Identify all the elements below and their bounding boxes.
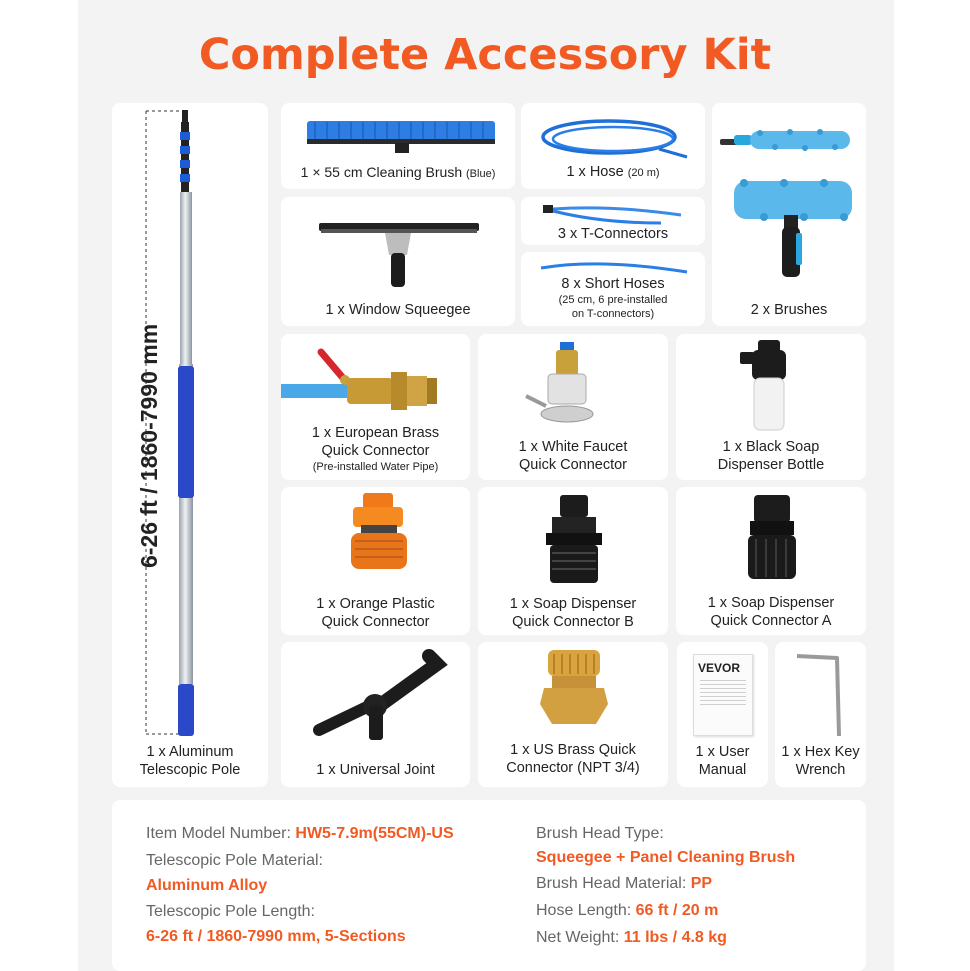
orange-connector-caption: [281, 595, 470, 631]
spec-weight-value: 11 lbs / 4.8 kg: [623, 929, 727, 946]
pole-caption: [112, 743, 268, 779]
card-us-brass: [478, 642, 668, 787]
orange-connector-image: [339, 491, 419, 591]
hose-image: [539, 113, 689, 163]
hose-note: (20 m): [627, 167, 660, 179]
white-faucet-line2: Quick Connector: [519, 457, 627, 473]
spec-pole-material-label: Telescopic Pole Material:: [146, 852, 323, 869]
short-hoses-image: [539, 256, 689, 276]
spec-weight: [536, 929, 727, 947]
soap-bottle-caption: [676, 438, 866, 474]
telescopic-pole-image: [160, 108, 220, 748]
card-user-manual: [677, 642, 768, 787]
squeegee-caption: 1 x Window Squeegee: [325, 302, 471, 318]
user-manual-line1: 1 x User: [695, 744, 750, 760]
short-hoses-label: 8 x Short Hoses: [561, 276, 665, 292]
hex-key-line1: 1 x Hex Key: [781, 744, 860, 760]
spec-pole-length-value: 6-26 ft / 1860-7990 mm, 5-Sections: [146, 928, 406, 945]
hose-label: 1 x Hose: [566, 164, 624, 180]
card-hose: [521, 103, 705, 189]
spec-head-type-label: Brush Head Type:: [536, 825, 664, 842]
short-hoses-note-2: on T-connectors): [571, 308, 655, 320]
us-brass-caption: [478, 741, 668, 777]
user-manual-image: [693, 654, 753, 736]
orange-connector-line1: 1 x Orange Plastic: [316, 596, 435, 612]
soap-connector-b-image: [534, 491, 614, 591]
orange-connector-line2: Quick Connector: [321, 614, 430, 630]
card-squeegee: [281, 197, 515, 326]
card-white-faucet: [478, 334, 668, 480]
page-title: Complete Accessory Kit: [198, 30, 772, 80]
soap-connector-a-line1: 1 x Soap Dispenser: [707, 595, 835, 611]
short-hoses-caption: [521, 275, 705, 321]
card-soap-bottle: [676, 334, 866, 480]
user-manual-line2: Manual: [698, 762, 747, 778]
hex-key-caption: [775, 743, 866, 779]
card-soap-connector-a: [676, 487, 866, 635]
card-brushes: [712, 103, 866, 326]
short-hoses-note-1: (25 cm, 6 pre-installed: [558, 294, 668, 306]
spec-head-material: [536, 875, 712, 893]
user-manual-caption: [677, 743, 768, 779]
spec-model-label: Item Model Number:: [146, 825, 296, 842]
user-manual-brand: VEVOR: [698, 661, 741, 675]
european-connector-line1: 1 x European Brass: [311, 425, 440, 441]
card-european-connector: [281, 334, 470, 480]
card-short-hoses: [521, 252, 705, 326]
card-orange-connector: [281, 487, 470, 635]
spec-head-type-value: Squeegee + Panel Cleaning Brush: [536, 849, 796, 866]
soap-bottle-image: [734, 338, 814, 438]
soap-connector-b-line1: 1 x Soap Dispenser: [509, 596, 637, 612]
pole-caption-line2: Telescopic Pole: [139, 762, 241, 778]
soap-connector-a-line2: Quick Connector A: [710, 613, 832, 629]
t-connectors-caption: 3 x T-Connectors: [557, 226, 669, 242]
us-brass-line2: Connector (NPT 3/4): [506, 760, 640, 776]
soap-connector-b-caption: [478, 595, 668, 631]
spec-model: [146, 825, 454, 843]
spec-pole-material-value: Aluminum Alloy: [146, 877, 268, 894]
european-connector-image: [281, 348, 461, 428]
cleaning-brush-label: 1 × 55 cm Cleaning Brush: [300, 164, 463, 180]
squeegee-image: [319, 219, 479, 299]
t-connectors-image: [541, 201, 691, 227]
card-hex-key: [775, 642, 866, 787]
hose-caption: [521, 163, 705, 182]
pole-dimension-label: 6-26 ft / 1860-7990 mm: [136, 323, 162, 568]
soap-bottle-line2: Dispenser Bottle: [717, 457, 825, 473]
brushes-caption: 2 x Brushes: [750, 302, 828, 318]
us-brass-image: [534, 648, 614, 738]
white-faucet-image: [522, 340, 622, 430]
cleaning-brush-note: (Blue): [466, 168, 496, 180]
soap-connector-a-caption: [676, 594, 866, 630]
card-universal-joint: [281, 642, 470, 787]
spec-head-material-value: PP: [690, 875, 713, 892]
european-connector-caption: [281, 424, 470, 474]
card-soap-connector-b: [478, 487, 668, 635]
spec-pole-length-label: Telescopic Pole Length:: [146, 903, 315, 920]
cleaning-brush-image: [307, 117, 507, 157]
hex-key-image: [793, 652, 853, 742]
spec-head-material-label: Brush Head Material:: [536, 875, 691, 892]
hex-key-line2: Wrench: [795, 762, 846, 778]
european-connector-note: (Pre-installed Water Pipe): [312, 461, 439, 473]
spec-weight-label: Net Weight:: [536, 929, 624, 946]
white-faucet-line1: 1 x White Faucet: [518, 439, 628, 455]
card-cleaning-brush: [281, 103, 515, 189]
card-telescopic-pole: [112, 103, 268, 787]
soap-connector-b-line2: Quick Connector B: [512, 614, 634, 630]
specs-panel: [112, 800, 866, 971]
white-faucet-caption: [478, 438, 668, 474]
universal-joint-caption: 1 x Universal Joint: [316, 762, 435, 778]
us-brass-line1: 1 x US Brass Quick: [510, 742, 636, 758]
card-t-connectors: [521, 197, 705, 245]
european-connector-line2: Quick Connector: [321, 443, 430, 459]
spec-hose-length-label: Hose Length:: [536, 902, 636, 919]
pole-caption-line1: 1 x Aluminum: [146, 744, 234, 760]
universal-joint-image: [309, 646, 449, 756]
cleaning-brush-caption: [281, 163, 515, 183]
spec-hose-length: [536, 902, 718, 920]
spec-hose-length-value: 66 ft / 20 m: [635, 902, 719, 919]
user-manual-text-lines: [700, 677, 746, 707]
soap-bottle-line1: 1 x Black Soap: [722, 439, 820, 455]
spec-model-value: HW5-7.9m(55CM)-US: [295, 825, 454, 842]
soap-connector-a-image: [732, 491, 812, 591]
brushes-image: [720, 123, 860, 283]
